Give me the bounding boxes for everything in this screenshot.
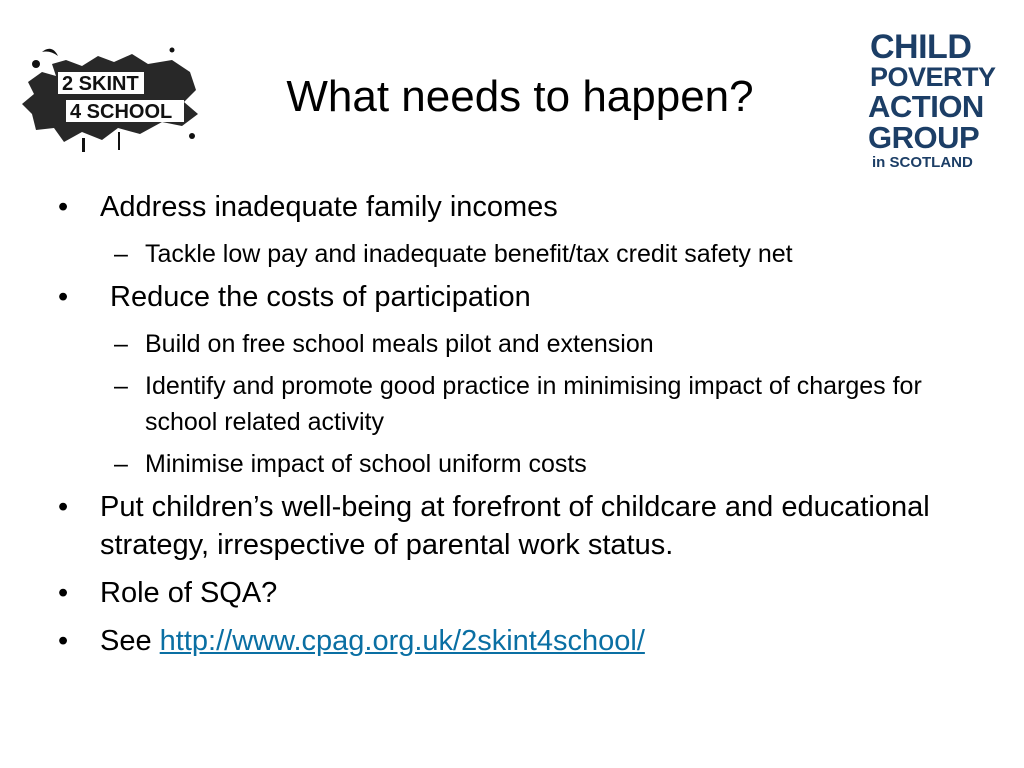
slide-title: What needs to happen? <box>286 72 754 121</box>
logo-right-line3: ACTION <box>868 89 984 124</box>
cpag-scotland-logo <box>862 28 996 171</box>
bullet-glyph: • <box>58 191 69 223</box>
bullet-item <box>58 488 978 564</box>
bullet-text: Put children’s well-being at forefront of childcare and educational strategy, irrespective of parental work status. <box>100 491 930 561</box>
bullet-glyph: • <box>58 577 69 609</box>
sub-bullet-text: Tackle low pay and inadequate benefit/tax credit safety net <box>145 240 793 268</box>
logo-right-line5: in SCOTLAND <box>872 154 973 171</box>
bullet-glyph: • <box>58 625 69 657</box>
sub-bullet-text: Identify and promote good practice in minimising impact of charges for school related activity <box>145 372 922 436</box>
bullet-glyph: • <box>58 281 69 313</box>
bullet-text: Reduce the costs of participation <box>110 281 531 313</box>
logo-left-line2: 4 SCHOOL <box>70 101 173 123</box>
cpag-website-link[interactable]: http://www.cpag.org.uk/2skint4school/ <box>159 625 645 657</box>
sub-bullet-item <box>58 236 978 272</box>
logo-left-line1: 2 SKINT <box>62 73 139 95</box>
bullet-text-prefix: See <box>100 625 160 657</box>
dash-glyph: – <box>114 330 128 358</box>
slide-body <box>58 188 978 670</box>
logo-right-line1: CHILD <box>870 28 972 66</box>
logo-right-line2: POVERTY <box>870 62 996 92</box>
bullet-item <box>58 622 978 660</box>
logo-right-line4: GROUP <box>868 120 980 155</box>
bullet-glyph: • <box>58 491 69 523</box>
bullet-item <box>58 278 978 316</box>
sub-bullet-text: Minimise impact of school uniform costs <box>145 450 587 478</box>
bullet-text: Role of SQA? <box>100 577 278 609</box>
bullet-item <box>58 188 978 226</box>
sub-bullet-text: Build on free school meals pilot and extension <box>145 330 654 358</box>
bullet-item <box>58 574 978 612</box>
2skint4school-logo-graphic <box>22 42 202 154</box>
dash-glyph: – <box>114 450 128 478</box>
sub-bullet-item <box>58 368 978 440</box>
dash-glyph: – <box>114 372 128 400</box>
sub-bullet-item <box>58 446 978 482</box>
sub-bullet-item <box>58 326 978 362</box>
dash-glyph: – <box>114 240 128 268</box>
2skint4school-logo <box>22 42 202 154</box>
bullet-text: Address inadequate family incomes <box>100 191 558 223</box>
